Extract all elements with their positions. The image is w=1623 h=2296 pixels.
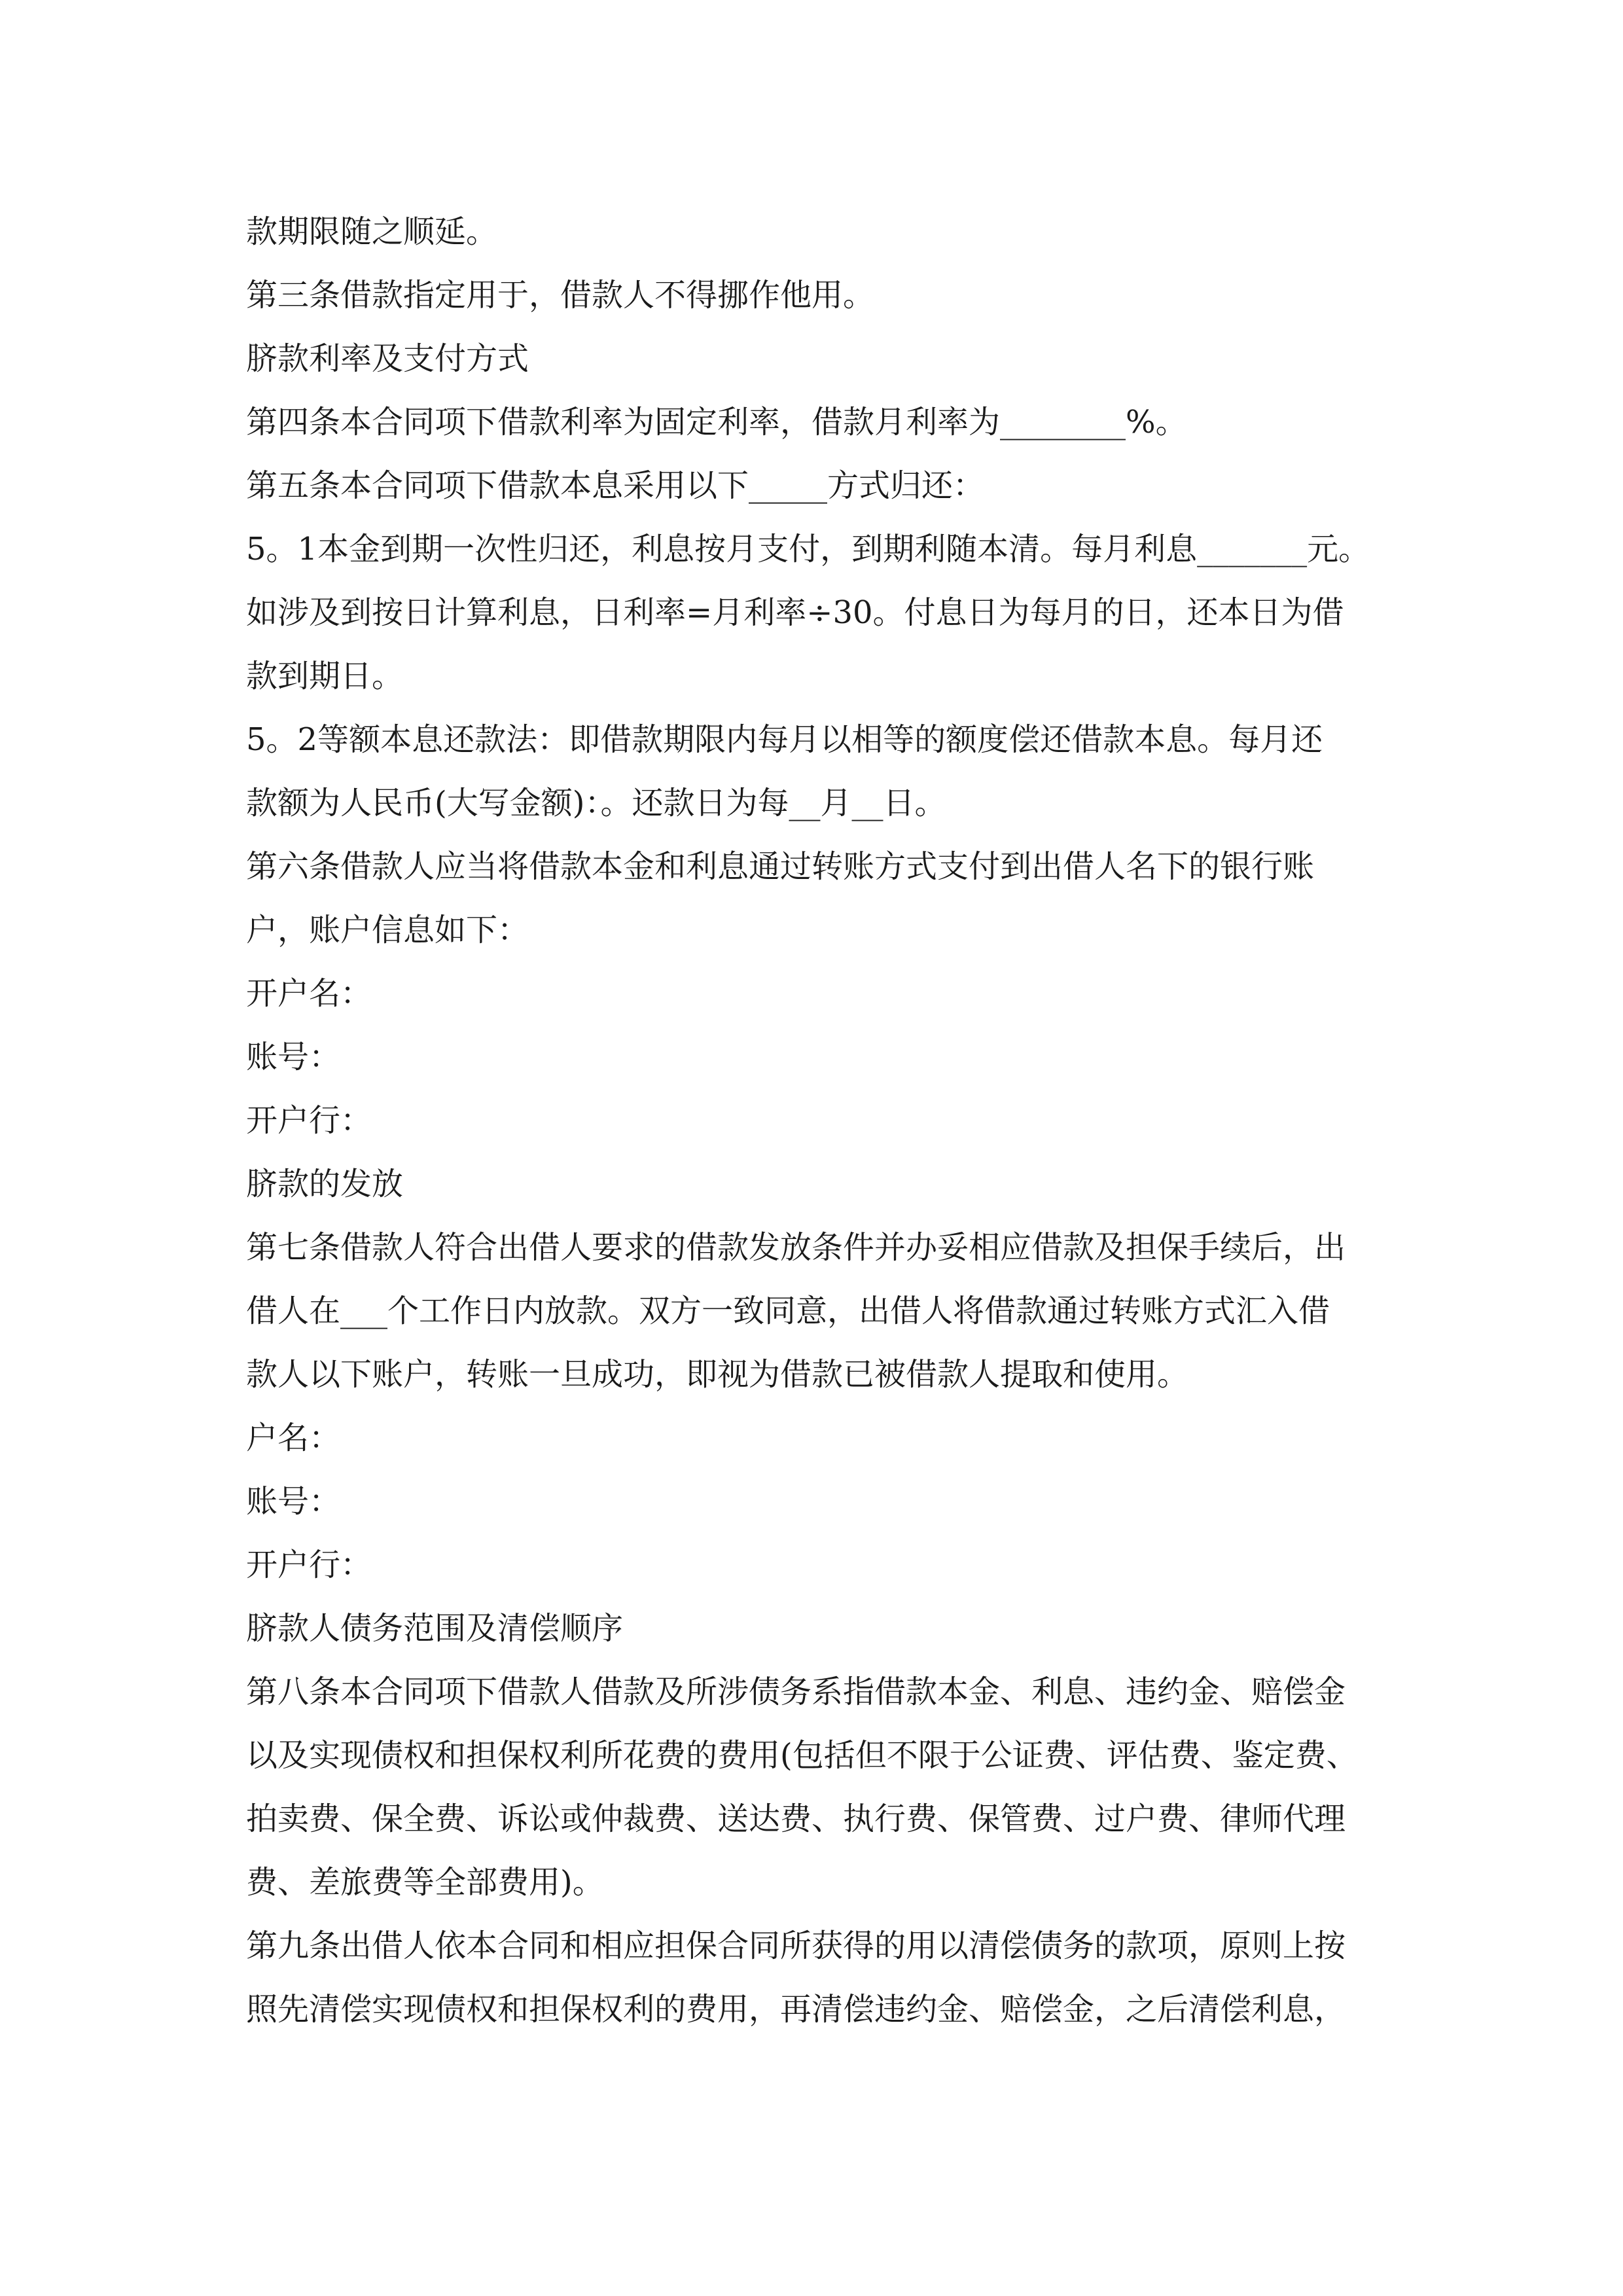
text-line: 第四条本合同项下借款利率为固定利率，借款月利率为________%。	[246, 404, 1187, 440]
text-line: 户，账户信息如下：	[246, 912, 529, 948]
text-line: 借人在___个工作日内放款。双方一致同意，出借人将借款通过转账方式汇入借	[246, 1293, 1330, 1329]
section-heading: 脐款利率及支付方式	[246, 340, 529, 377]
text-line: 款额为人民币(大写金额)：。还款日为每__月__日。	[246, 785, 946, 821]
text-line: 5。1本金到期一次性归还，利息按月支付，到期利随本清。每月利息_______元。	[246, 531, 1370, 567]
text-line: 第八条本合同项下借款人借款及所涉债务系指借款本金、利息、违约金、赔偿金	[246, 1674, 1346, 1710]
text-line: 款到期日。	[246, 658, 404, 694]
text-line: 拍卖费、保全费、诉讼或仲裁费、送达费、执行费、保管费、过户费、律师代理	[246, 1801, 1346, 1837]
account-name-label: 开户名：	[246, 975, 372, 1012]
text-line: 款人以下账户，转账一旦成功，即视为借款已被借款人提取和使用。	[246, 1356, 1189, 1393]
text-line: 第五条本合同项下借款本息采用以下_____方式归还：	[246, 467, 985, 504]
account-bank-label: 开户行：	[246, 1102, 372, 1139]
section-heading: 脐款的发放	[246, 1166, 404, 1202]
text-line: 如涉及到按日计算利息，日利率=月利率÷30。付息日为每月的日，还本日为借	[246, 594, 1344, 631]
text-line: 照先清偿实现债权和担保权利的费用，再清偿违约金、赔偿金，之后清偿利息，	[246, 1991, 1346, 2028]
text-line: 第九条出借人依本合同和相应担保合同所获得的用以清偿债务的款项，原则上按	[246, 1928, 1346, 1964]
document-body	[246, 200, 1398, 2041]
text-line: 款期限随之顺延。	[246, 213, 498, 250]
text-line: 5。2等额本息还款法：即借款期限内每月以相等的额度偿还借款本息。每月还	[246, 721, 1323, 758]
account-number-label: 账号：	[246, 1483, 341, 1520]
text-line: 第三条借款指定用于，借款人不得挪作他用。	[246, 277, 875, 314]
account-number-label: 账号：	[246, 1039, 341, 1075]
text-line: 费、差旅费等全部费用)。	[246, 1864, 604, 1901]
account-name-label: 户名：	[246, 1420, 341, 1456]
text-line: 第七条借款人符合出借人要求的借款发放条件并办妥相应借款及担保手续后，出	[246, 1229, 1346, 1266]
text-line: 以及实现债权和担保权利所花费的费用(包括但不限于公证费、评估费、鉴定费、	[246, 1737, 1358, 1774]
account-bank-label: 开户行：	[246, 1547, 372, 1583]
section-heading: 脐款人债务范围及清偿顺序	[246, 1610, 624, 1647]
text-line: 第六条借款人应当将借款本金和利息通过转账方式支付到出借人名下的银行账	[246, 848, 1315, 885]
